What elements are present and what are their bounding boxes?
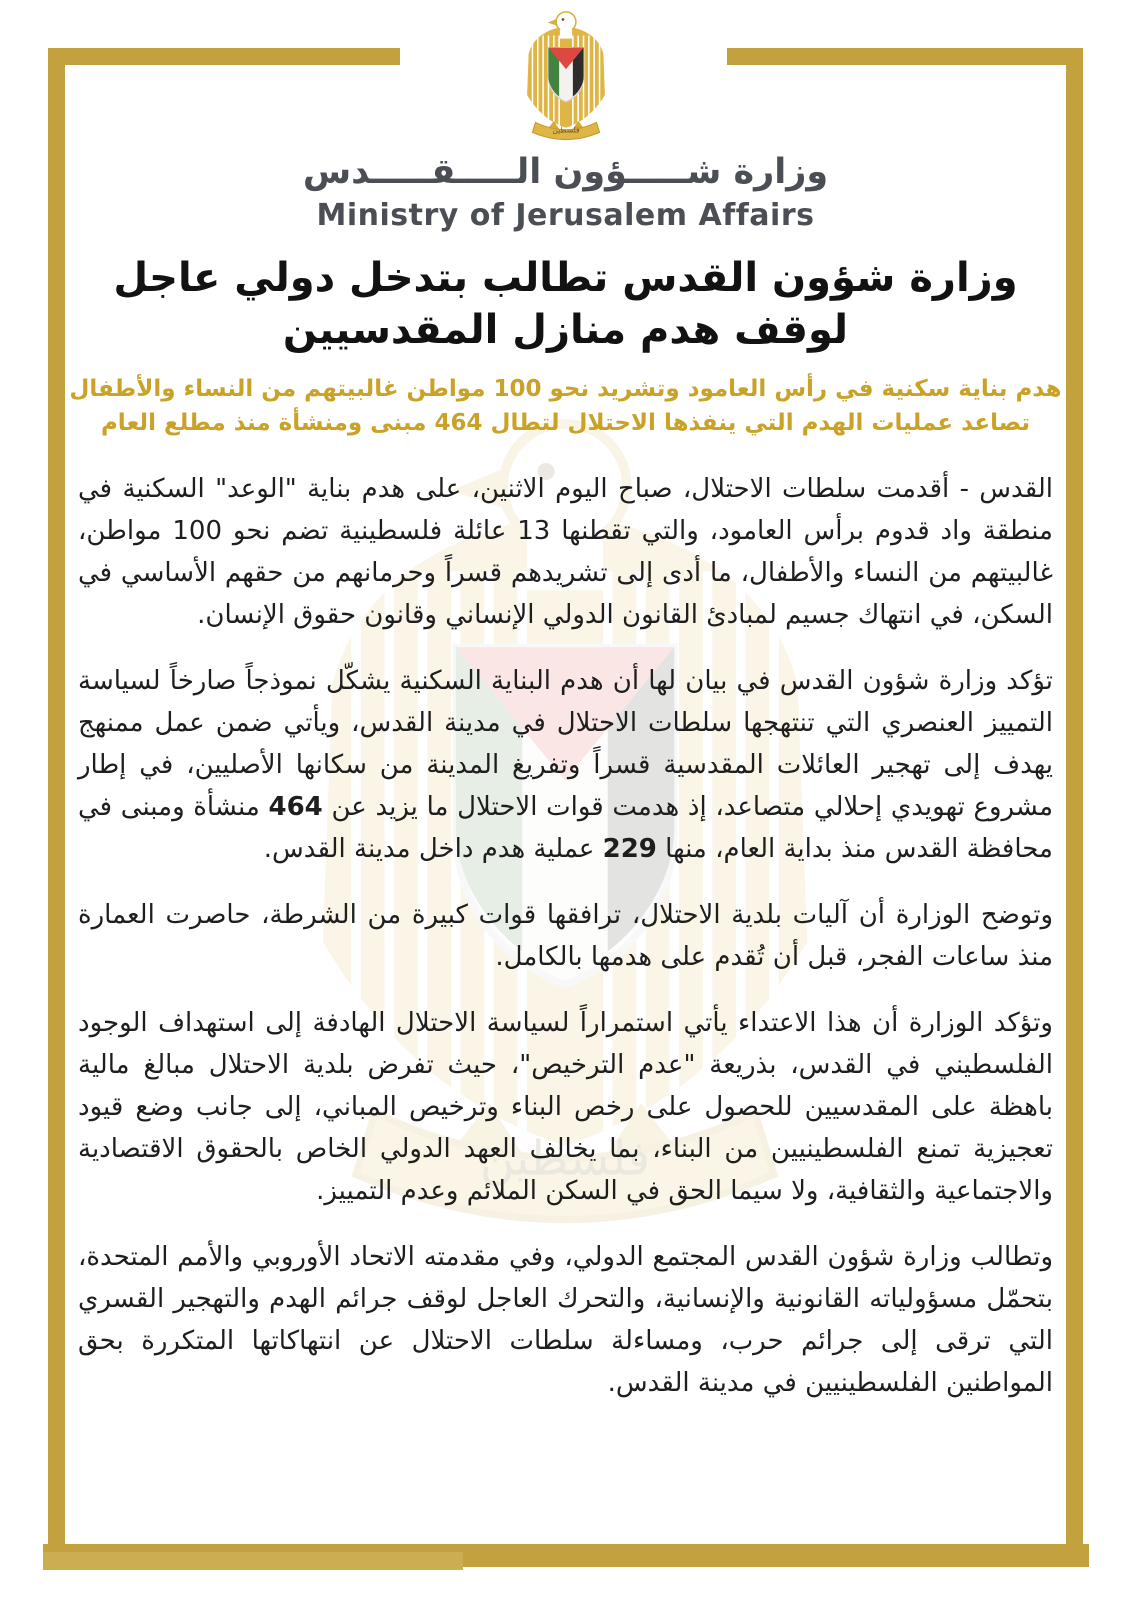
paragraph-3	[78, 894, 1053, 978]
ministry-name-english: Ministry of Jerusalem Affairs	[316, 198, 815, 233]
headline-line-1: وزارة شؤون القدس تطالب بتدخل دولي عاجل	[113, 255, 1018, 301]
paragraph-3-text: وتوضح الوزارة أن آليات بلدية الاحتلال، ترافقها قوات كبيرة من الشرطة، حاصرت العمارة منذ ساعات الفجر، قبل أن تُقدم على هدمها بالكامل.	[78, 900, 1053, 972]
paragraph-1	[78, 468, 1053, 636]
frame-border-right	[1066, 48, 1083, 1548]
ministry-name-arabic: وزارة شـــــؤون الـــــقـــــدس	[302, 152, 829, 192]
paragraph-2-text-c: عملية هدم داخل مدينة القدس.	[263, 834, 603, 864]
paragraph-2-text-b: منشأة ومبنى في محافظة القدس منذ بداية العام، منها	[78, 792, 1053, 864]
coat-of-arms-emblem	[505, 8, 627, 150]
paragraph-5	[78, 1236, 1053, 1404]
frame-border-left	[48, 48, 65, 1548]
frame-border-top-left-segment	[48, 48, 400, 65]
paragraph-4	[78, 1002, 1053, 1212]
headline	[66, 252, 1065, 356]
paragraph-1-text: القدس - أقدمت سلطات الاحتلال، صباح اليوم الاثنين، على هدم بناية "الوعد" السكنية في منطقة واد قدوم برأس العامود، والتي تقطنها 13 عائلة فلسطينية تضم نحو 100 مواطن، غالبيتهم من النساء والأطفال، ما أدى إلى تشريدهم قسراً وحرمانهم من حقهم الأساسي في السكن، في انتهاك جسيم لمبادئ القانون الدولي الإنساني وقانون حقوق الإنسان.	[78, 474, 1053, 630]
paragraph-4-text: وتؤكد الوزارة أن هذا الاعتداء يأتي استمراراً لسياسة الاحتلال الهادفة إلى استهداف الوجود الفلسطيني في القدس، بذريعة "عدم الترخيص"، حيث تفرض بلدية الاحتلال مبالغ مالية باهظة على المقدسيين للحصول على رخص البناء وترخيص المباني، إلى جانب وضع قيود تعجيزية تمنع الفلسطينيين من البناء، بما يخالف العهد الدولي الخاص بالحقوق الاقتصادية والاجتماعية والثقافية، ولا سيما الحق في السكن الملائم وعدم التمييز.	[78, 1008, 1053, 1206]
frame-border-top-right-segment	[727, 48, 1083, 65]
subtitle-line-1: هدم بناية سكنية في رأس العامود وتشريد نحو 100 مواطن غالبيتهم من النساء والأطفال	[69, 376, 1062, 402]
subtitle-line-2: تصاعد عمليات الهدم التي ينفذها الاحتلال لتطال 464 مبنى ومنشأة منذ مطلع العام	[100, 410, 1031, 436]
paragraph-2	[78, 660, 1053, 870]
stat-demolitions-count: 229	[602, 834, 657, 864]
paragraph-5-text: وتطالب وزارة شؤون القدس المجتمع الدولي، وفي مقدمته الاتحاد الأوروبي والأمم المتحدة، بتحمّل مسؤولياته القانونية والإنسانية، والتحرك العاجل لوقف جرائم الهدم والتهجير القسري التي ترقى إلى جرائم حرب، ومساءلة سلطات الاحتلال عن انتهاكاتها المتكررة بحق المواطنين الفلسطينيين في مدينة القدس.	[78, 1242, 1053, 1398]
subtitle	[66, 372, 1065, 440]
paragraph-2-text-a: تؤكد وزارة شؤون القدس في بيان لها أن هدم البناية السكنية يشكّل نموذجاً صارخاً لسياسة التمييز العنصري التي تنتهجها سلطات الاحتلال في مدينة القدس، ويأتي ضمن عمل ممنهج يهدف إلى تهجير العائلات المقدسية قسراً وتفريغ المدينة من سكانها الأصليين، في إطار مشروع تهويدي إحلالي متصاعد، إذ هدمت قوات الاحتلال ما يزيد عن	[78, 666, 1054, 822]
frame-border-bottom-accent	[43, 1552, 463, 1570]
stat-structures-count: 464	[268, 792, 323, 822]
article-body	[78, 468, 1053, 1428]
headline-line-2: لوقف هدم منازل المقدسيين	[282, 307, 849, 353]
